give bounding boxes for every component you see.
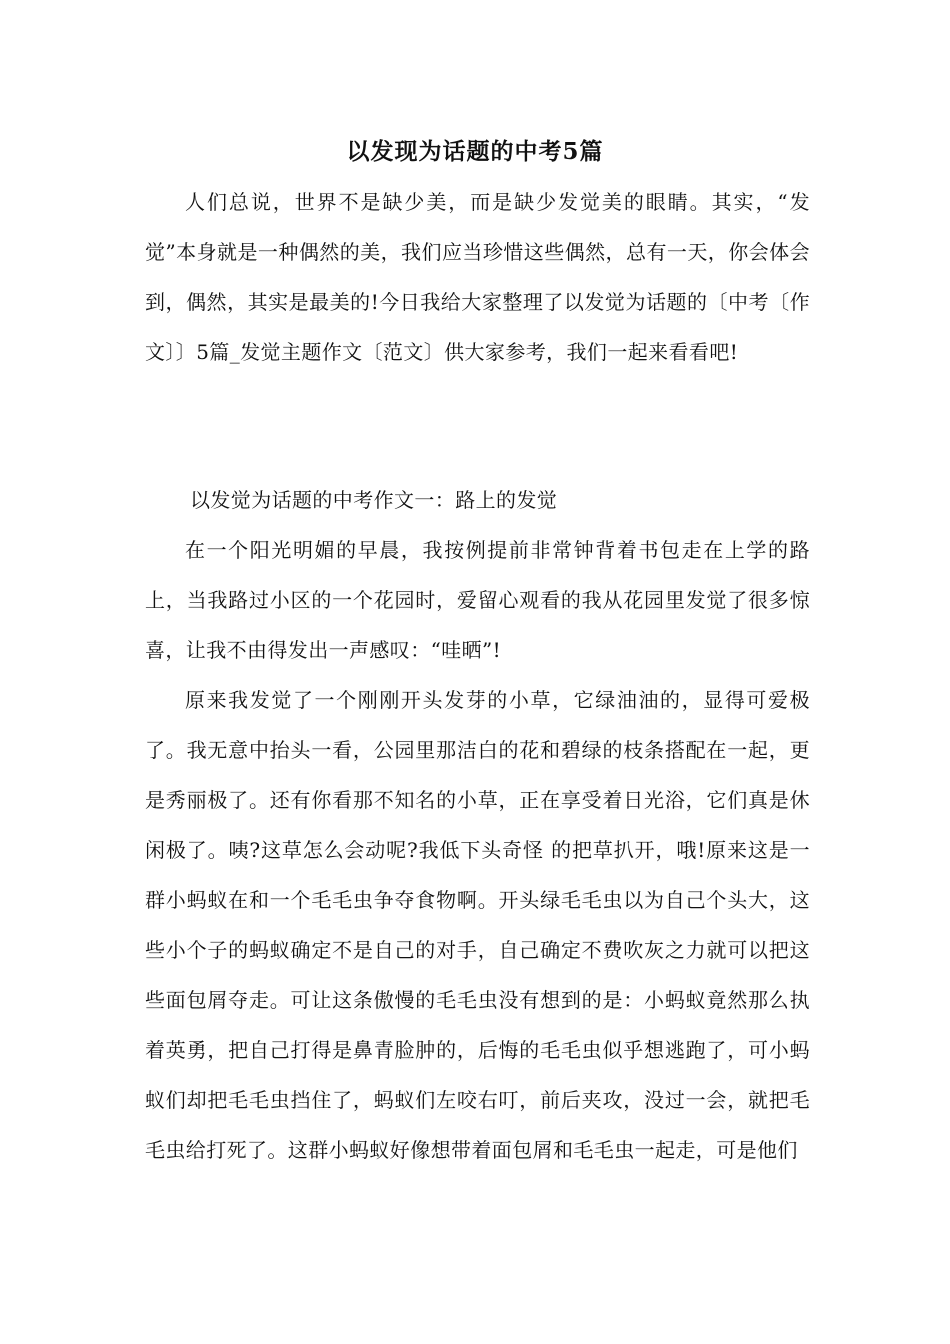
body-block-2 — [145, 675, 810, 1175]
body-paragraph-1: 在一个阳光明媚的早晨，我按例提前非常钟背着书包走在上学的路上，当我路过小区的一个花园时，爱留心观看的我从花园里发觉了很多惊喜，让我不由得发出一声感叹：“哇晒”! — [145, 538, 810, 662]
intro-paragraph: 人们总说，世界不是缺少美，而是缺少发觉美的眼睛。其实，“发觉”本身就是一种偶然的美，我们应当珍惜这些偶然，总有一天，你会体会到，偶然，其实是最美的!今日我给大家整理了以发觉为话题的〔中考〔作文〕〕5篇_发觉主题作文〔范文〕供大家参考，我们一起来看看吧! — [145, 190, 810, 364]
section-heading: 以发觉为话题的中考作文一：路上的发觉 — [190, 488, 558, 512]
body-block-1 — [145, 525, 810, 675]
body-paragraph-2: 原来我发觉了一个刚刚开头发芽的小草，它绿油油的，显得可爱极了。我无意中抬头一看，公园里那洁白的花和碧绿的枝条搭配在一起，更是秀丽极了。还有你看那不知名的小草，正在享受着日光浴，它们真是休闲极了。咦?这草怎么会动呢?我低下头奇怪 的把草扒开，哦!原来这是一群小蚂蚁在和一个毛毛虫争夺食物啊。开头绿毛毛虫以为自己个头大，这些小个子的蚂蚁确定不是自己的对手，自己确定不费吹灰之力就可以把这些面包屑夺走。可让这条傲慢的毛毛虫没有想到的是：小蚂蚁竟然那么执着英勇，把自己打得是鼻青脸肿的，后悔的毛毛虫似乎想逃跑了，可小蚂蚁们却把毛毛虫挡住了，蚂蚁们左咬右叮，前后夹攻，没过一会，就把毛毛虫给打死了。这群小蚂蚁好像想带着面包屑和毛毛虫一起走，可是他们 — [145, 688, 810, 1162]
document-title: 以发现为话题的中考5篇 — [346, 138, 604, 165]
intro-block — [145, 177, 810, 377]
